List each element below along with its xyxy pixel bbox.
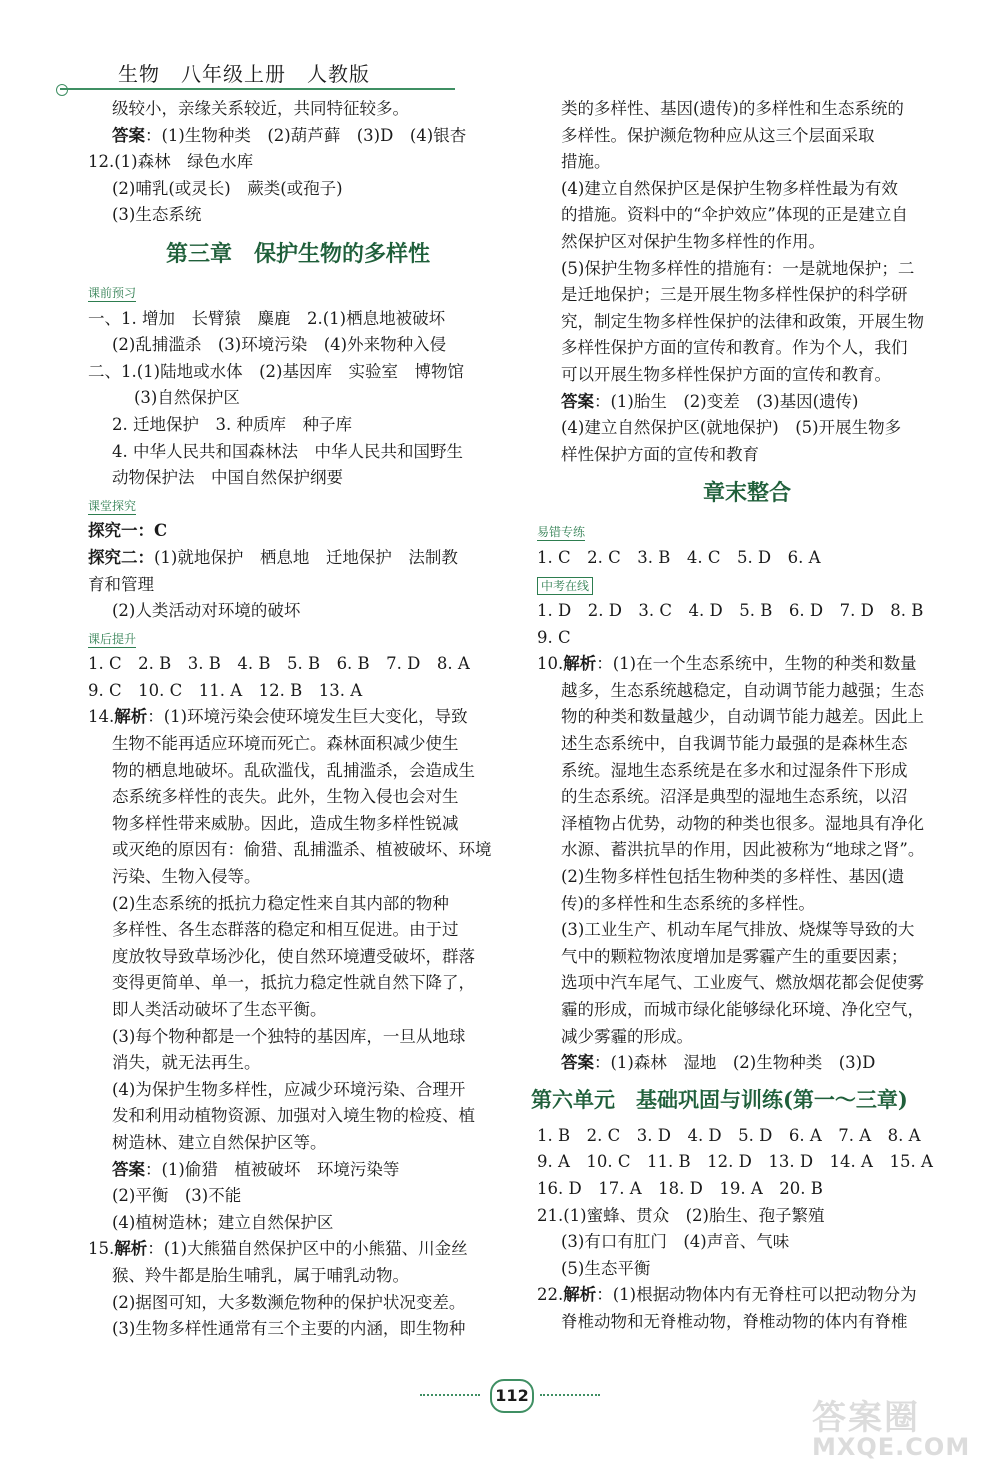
answers-line: 1. C 2. B 3. B 4. B 5. B 6. B 7. D 8. A bbox=[88, 654, 470, 674]
explore2-line: 育和管理 bbox=[88, 574, 154, 594]
q14-line: 物的栖息地破坏。乱砍滥伐，乱捕滥杀，会造成生 bbox=[112, 760, 475, 780]
q10-line: (3)工业生产、机动车尾气排放、烧煤等导致的大 bbox=[561, 920, 915, 940]
answers-line: 1. B 2. C 3. D 4. D 5. D 6. A 7. A 8. A bbox=[537, 1125, 921, 1145]
text-line: 的措施。资料中的“伞护效应”体现的正是建立自 bbox=[561, 205, 908, 225]
preview-line: 动物保护法 中国自然保护纲要 bbox=[112, 468, 343, 488]
q10-line: 的生态系统。沼泽是典型的湿地生态系统，以沼 bbox=[561, 787, 908, 807]
q14-line: 多样性、各生态群落的稳定和相互促进。由于过 bbox=[112, 920, 459, 940]
text-line: 级较小，亲缘关系较近，共同特征较多。 bbox=[112, 99, 409, 118]
q10-line: 减少雾霾的形成。 bbox=[561, 1026, 693, 1046]
q14-answer: (2)平衡 (3)不能 bbox=[112, 1186, 242, 1206]
q14-line: 污染、生物入侵等。 bbox=[112, 867, 261, 887]
preview-line: 4. 中华人民共和国森林法 中华人民共和国野生 bbox=[112, 441, 463, 461]
q15-line: 15.解析：(1)大熊猫自然保护区中的小熊猫、川金丝 bbox=[88, 1239, 468, 1259]
q15-line: (2)据图可知，大多数濒危物种的保护状况变差。 bbox=[112, 1292, 466, 1312]
preview-line: 一、1. 增加 长臂猿 麋鹿 2.(1)栖息地被破坏 bbox=[88, 308, 446, 328]
header-title: 生物 八年级上册 人教版 bbox=[118, 62, 370, 86]
text-line: 多样性。保护濒危物种应从这三个层面采取 bbox=[561, 125, 875, 145]
q10-line: 10.解析：(1)在一个生态系统中，生物的种类和数量 bbox=[537, 654, 917, 674]
text-line: (4)建立自然保护区是保护生物多样性最为有效 bbox=[561, 178, 898, 198]
q14-line: 生物不能再适应环境而死亡。森林面积减少使生 bbox=[112, 734, 459, 754]
right-column bbox=[531, 96, 957, 1336]
q14-line: 14.解析：(1)环境污染会使环境发生巨大变化，导致 bbox=[88, 707, 468, 727]
chapter-summary-title: 章末整合 bbox=[702, 480, 791, 507]
header-rule bbox=[60, 88, 455, 90]
q14-line: 或灭绝的原因有：偷猎、乱捕滥杀、植被破坏、环境 bbox=[112, 840, 492, 860]
q12-line: (3)生态系统 bbox=[112, 205, 202, 225]
answer-line: 答案：(1)胎生 (2)变差 (3)基因(遗传) bbox=[561, 391, 859, 411]
answers-line: 1. D 2. D 3. C 4. D 5. B 6. D 7. D 8. B bbox=[537, 601, 924, 621]
q12-line: (2)哺乳(或灵长) 蕨类(或孢子) bbox=[112, 178, 343, 198]
q10-line: 泽植物占优势，动物的种类也很多。湿地具有净化 bbox=[561, 813, 924, 833]
page-number: 112 bbox=[490, 1379, 534, 1413]
q10-line: 述生态系统中，自我调节能力最强的是森林生态 bbox=[561, 734, 908, 754]
q10-line: (2)生物多样性包括生物种类的多样性、基因(遗 bbox=[561, 867, 905, 887]
answer-line: (4)建立自然保护区(就地保护) (5)开展生物多 bbox=[561, 418, 902, 438]
answer-label: 答案 bbox=[112, 125, 145, 145]
q10-line: 霾的形成，而城市绿化能够绿化环境、净化空气， bbox=[561, 1000, 924, 1019]
footer-ornament bbox=[540, 1394, 600, 1396]
watermark-logo: 答案圈 MXQE.COM bbox=[812, 1398, 971, 1461]
text-line: 究，制定生物多样性保护的法律和政策，开展生物 bbox=[561, 311, 924, 331]
preview-line: (2)乱捕滥杀 (3)环境污染 (4)外来物种入侵 bbox=[112, 335, 447, 355]
q14-line: 态系统多样性的丧失。此外，生物入侵也会对生 bbox=[112, 787, 459, 807]
answer-line: 答案：(1)生物种类 (2)葫芦藓 (3)D (4)银杏 bbox=[112, 125, 467, 145]
answers-line: 9. C bbox=[537, 627, 571, 647]
page-footer bbox=[420, 1378, 600, 1410]
explore2-line: 探究二：(1)就地保护 栖息地 迁地保护 法制教 bbox=[88, 547, 458, 567]
q10-line: 水源、蓄洪抗旱的作用，因此被称为“地球之肾”。 bbox=[561, 840, 925, 860]
q14-line: 发和利用动植物资源、加强对入境生物的检疫、植 bbox=[112, 1106, 475, 1126]
preview-line: 2. 迁地保护 3. 种质库 种子库 bbox=[112, 414, 352, 434]
text-line: 可以开展生物多样性保护方面的宣传和教育。 bbox=[561, 364, 891, 384]
q21-line: (3)有口有肛门 (4)声音、气味 bbox=[561, 1232, 790, 1252]
q10-line: 选项中汽车尾气、工业废气、燃放烟花都会促使雾 bbox=[561, 973, 924, 993]
answers-line: 16. D 17. A 18. D 19. A 20. B bbox=[537, 1178, 823, 1198]
section-tag-errors: 易错专练 bbox=[537, 525, 586, 540]
text-line: 然保护区对保护生物多样性的作用。 bbox=[561, 231, 825, 251]
q15-line: 猴、羚牛都是胎生哺乳，属于哺乳动物。 bbox=[112, 1265, 409, 1285]
q12-line: 12.(1)森林 绿色水库 bbox=[88, 152, 254, 172]
text-line: 措施。 bbox=[561, 152, 611, 172]
q10-line: 越多，生态系统越稳定，自动调节能力越强；生态 bbox=[561, 680, 924, 700]
explore2-line: (2)人类活动对环境的破坏 bbox=[112, 601, 301, 621]
preview-line: (3)自然保护区 bbox=[134, 388, 240, 408]
chapter-title: 第三章 保护生物的多样性 bbox=[165, 240, 430, 267]
q14-line: 即人类活动破坏了生态平衡。 bbox=[112, 1000, 327, 1019]
q14-line: 树造林、建立自然保护区等。 bbox=[112, 1132, 327, 1152]
section-tag-after: 课后提升 bbox=[88, 631, 137, 646]
answer-line: 样性保护方面的宣传和教育 bbox=[561, 444, 759, 464]
q14-line: 变得更简单、单一，抵抗力稳定性就自然下降了， bbox=[112, 973, 475, 993]
q10-line: 物的种类和数量越少，自动调节能力越差。因此上 bbox=[561, 707, 924, 727]
answers-line: 9. C 10. C 11. A 12. B 13. A bbox=[88, 680, 363, 700]
q14-line: (2)生态系统的抵抗力稳定性来自其内部的物种 bbox=[112, 893, 449, 913]
q22-line: 22.解析：(1)根据动物体内有无脊柱可以把动物分为 bbox=[537, 1285, 917, 1305]
section-tag-preview: 课前预习 bbox=[88, 285, 137, 300]
section-tag-explore: 课堂探究 bbox=[88, 498, 137, 513]
q10-answer: 答案：(1)森林 湿地 (2)生物种类 (3)D bbox=[561, 1053, 876, 1073]
q14-line: (4)为保护生物多样性，应减少环境污染、合理开 bbox=[112, 1079, 466, 1099]
q21-line: (5)生态平衡 bbox=[561, 1258, 651, 1278]
header-ornament bbox=[56, 84, 68, 96]
q10-line: 传)的多样性和生态系统的多样性。 bbox=[561, 893, 815, 913]
q22-line: 脊椎动物和无脊椎动物，脊椎动物的体内有脊椎 bbox=[561, 1311, 908, 1331]
answers-line: 9. A 10. C 11. B 12. D 13. D 14. A 15. A bbox=[537, 1152, 933, 1172]
left-column bbox=[88, 96, 508, 1343]
answers-line: 1. C 2. C 3. B 4. C 5. D 6. A bbox=[537, 547, 821, 567]
q14-line: 消失，就无法再生。 bbox=[112, 1053, 261, 1073]
q14-line: 物多样性带来威胁。因此，造成生物多样性锐减 bbox=[112, 813, 459, 833]
q15-line: (3)生物多样性通常有三个主要的内涵，即生物种 bbox=[112, 1319, 466, 1339]
explore1-line: 探究一：C bbox=[88, 521, 168, 541]
section-tag-exam: 中考在线 bbox=[537, 577, 593, 595]
text-line: (5)保护生物多样性的措施有：一是就地保护；二 bbox=[561, 258, 915, 278]
text-line: 是迁地保护；三是开展生物多样性保护的科学研 bbox=[561, 285, 908, 305]
q14-line: (3)每个物种都是一个独特的基因库，一旦从地球 bbox=[112, 1026, 466, 1046]
q14-line: 度放牧导致草场沙化，使自然环境遭受破坏，群落 bbox=[112, 946, 475, 966]
preview-line: 二、1.(1)陆地或水体 (2)基因库 实验室 博物馆 bbox=[88, 361, 464, 381]
q10-line: 系统。湿地生态系统是在多水和过湿条件下形成 bbox=[561, 760, 908, 780]
page-header bbox=[60, 58, 460, 98]
q14-answer: 答案：(1)偷猎 植被破坏 环境污染等 bbox=[112, 1159, 400, 1179]
text-line: 类的多样性、基因(遗传)的多样性和生态系统的 bbox=[561, 99, 904, 118]
q21-line: 21.(1)蜜蜂、贯众 (2)胎生、孢子繁殖 bbox=[537, 1205, 825, 1225]
unit-title: 第六单元 基础巩固与训练(第一～三章) bbox=[531, 1086, 908, 1112]
footer-ornament bbox=[420, 1394, 480, 1396]
q14-answer: (4)植树造林；建立自然保护区 bbox=[112, 1212, 334, 1232]
text-line: 多样性保护方面的宣传和教育。作为个人，我们 bbox=[561, 338, 908, 358]
q10-line: 气中的颗粒物浓度增加是雾霾产生的重要因素； bbox=[561, 946, 908, 966]
